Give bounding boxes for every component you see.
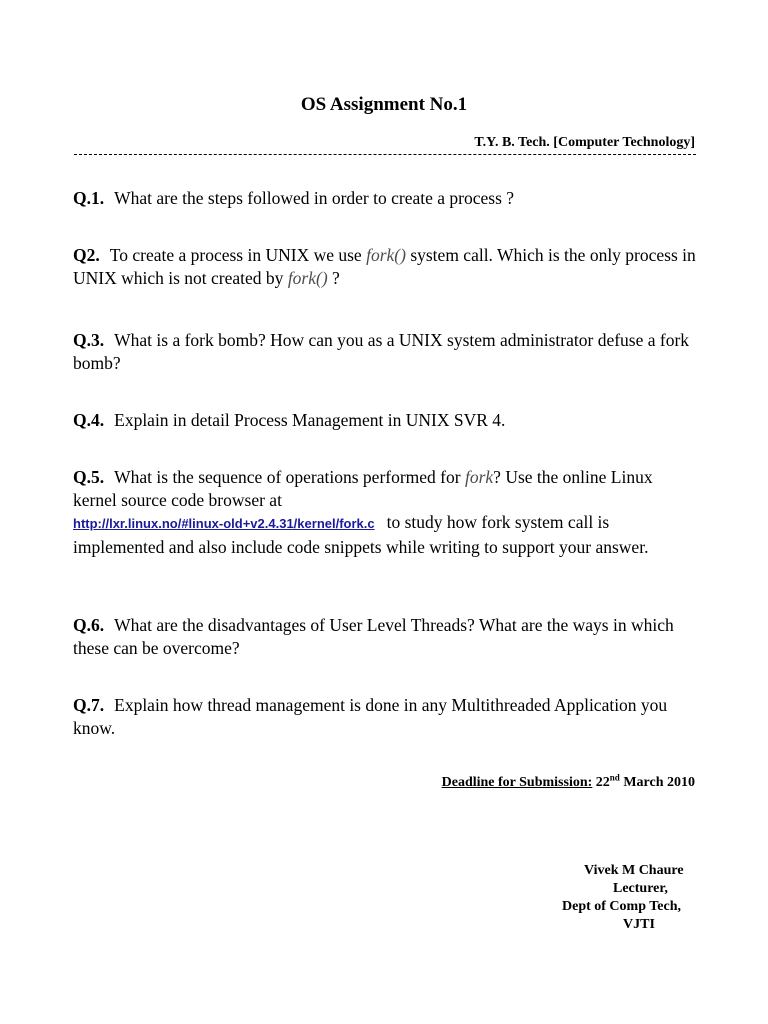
deadline-day-suffix: nd <box>609 772 620 783</box>
question-number: Q.3. <box>73 330 105 350</box>
question-1 <box>73 187 698 210</box>
deadline-label: Deadline for Submission: <box>441 775 593 790</box>
question-text: What is the sequence of operations performed for <box>114 467 465 487</box>
dashed-separator <box>74 154 696 156</box>
deadline-day: 22 <box>595 775 610 790</box>
signer-institution: VJTI <box>623 917 655 932</box>
course-name: T.Y. B. Tech. [Computer Technology] <box>474 135 695 150</box>
question-number: Q.6. <box>73 615 105 635</box>
question-text: system call. Which is the only process in UNIX which is not created by <box>73 245 696 288</box>
question-text: What are the steps followed in order to create a process ? <box>114 188 515 208</box>
question-number: Q.7. <box>73 695 105 715</box>
question-number: Q.1. <box>73 188 105 208</box>
document-title: OS Assignment No.1 <box>300 94 468 115</box>
signer-department: Dept of Comp Tech, <box>562 899 682 914</box>
question-text: ? Use the online Linux kernel source code browser at <box>73 467 653 510</box>
signature-block <box>520 862 740 934</box>
code-term: fork <box>464 467 494 487</box>
question-text: Explain how thread management is done in any Multithreaded Application you know. <box>73 695 668 738</box>
question-2 <box>73 244 698 289</box>
deadline-month-year: March 2010 <box>623 775 695 790</box>
code-term: fork() <box>366 245 406 265</box>
question-number: Q.4. <box>73 410 105 430</box>
question-6 <box>73 614 698 659</box>
code-term: fork() <box>287 267 328 288</box>
deadline <box>442 773 695 793</box>
signer-name: Vivek M Chaure <box>584 863 684 878</box>
question-number: Q2. <box>73 245 100 265</box>
question-text: to study how fork system call is implemented and also include code snippets while writing to support your answer. <box>73 512 649 557</box>
question-number: Q.5. <box>73 467 105 487</box>
question-text: ? <box>327 267 340 288</box>
question-text: To create a process in UNIX we use <box>109 245 367 265</box>
signer-role: Lecturer, <box>613 881 668 896</box>
question-4 <box>73 409 698 432</box>
question-5 <box>73 466 698 558</box>
question-3 <box>73 329 698 374</box>
question-text: Explain in detail Process Management in UNIX SVR 4. <box>114 410 506 430</box>
question-7 <box>73 694 698 739</box>
question-text: What are the disadvantages of User Level Threads? What are the ways in which these can be overcome? <box>73 615 674 658</box>
source-browser-link[interactable]: http://lxr.linux.no/#linux-old+v2.4.31/kernel/fork.c <box>73 516 375 531</box>
question-text: What is a fork bomb? How can you as a UNIX system administrator defuse a fork bomb? <box>73 330 690 373</box>
